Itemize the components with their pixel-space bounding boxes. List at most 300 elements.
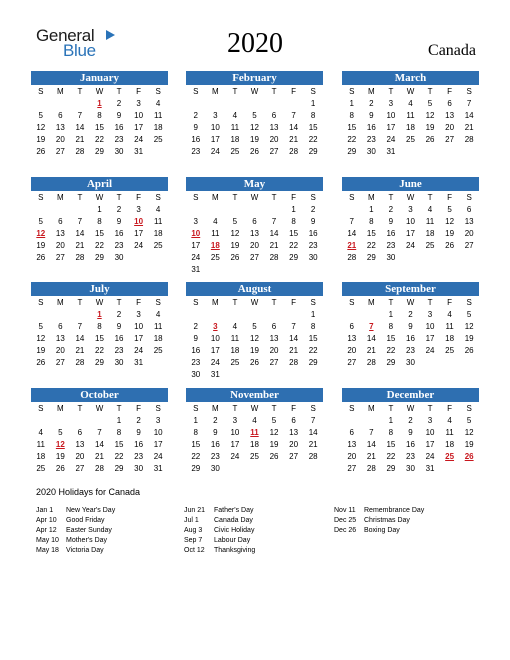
day-cell: 19 <box>250 346 259 355</box>
month-days-grid <box>31 86 168 158</box>
day-cell: 21 <box>308 440 318 449</box>
day-cell: 2 <box>408 416 413 425</box>
day-cell: 8 <box>349 111 354 120</box>
day-cell: 1 <box>369 205 374 214</box>
day-cell: 31 <box>191 265 201 274</box>
day-cell: 24 <box>210 358 220 367</box>
day-cell: 25 <box>445 346 455 355</box>
day-cell: 6 <box>466 205 472 214</box>
day-cell: 27 <box>269 147 279 156</box>
weekday-header: S <box>349 404 355 413</box>
day-cell: 22 <box>308 346 318 355</box>
day-cell: 16 <box>114 334 124 343</box>
day-cell: 2 <box>116 205 122 214</box>
weekday-header: T <box>116 298 122 307</box>
weekday-header: F <box>447 193 453 202</box>
weekday-header: M <box>368 404 375 413</box>
day-cell: 20 <box>269 135 279 144</box>
day-cell: 11 <box>230 334 240 343</box>
weekday-header: S <box>349 87 355 96</box>
day-cell: 27 <box>347 464 357 473</box>
day-cell: 6 <box>291 416 296 425</box>
month-header: February <box>186 71 323 85</box>
weekday-header: T <box>427 298 433 307</box>
day-cell: 24 <box>425 452 435 461</box>
day-cell: 14 <box>75 123 85 132</box>
holiday-date: Sep 7 <box>184 537 203 544</box>
weekday-header: S <box>38 298 44 307</box>
day-cell: 6 <box>58 322 63 331</box>
day-cell: 14 <box>347 229 357 238</box>
day-cell: 15 <box>386 334 396 343</box>
month-october <box>31 388 168 475</box>
day-cell: 13 <box>55 334 65 343</box>
day-cell: 4 <box>232 322 238 331</box>
empty-day-cell <box>206 204 226 216</box>
day-cell: 1 <box>193 416 198 425</box>
day-cell: 17 <box>425 334 435 343</box>
weekday-header: F <box>291 404 297 413</box>
weekday-header: M <box>368 193 375 202</box>
day-cell: 27 <box>75 464 85 473</box>
day-cell: 2 <box>310 205 316 214</box>
day-cell: 24 <box>406 241 415 250</box>
holiday-day-cell: 25 <box>445 452 455 461</box>
day-cell: 16 <box>366 123 376 132</box>
day-cell: 1 <box>310 310 316 319</box>
day-cell: 4 <box>447 416 452 425</box>
empty-day-cell <box>245 98 265 110</box>
day-cell: 16 <box>406 440 415 449</box>
day-cell: 25 <box>230 358 240 367</box>
weekday-header: T <box>388 193 394 202</box>
weekday-header: S <box>349 298 355 307</box>
weekday-header: M <box>212 298 219 307</box>
day-cell: 28 <box>75 147 85 156</box>
day-cell: 24 <box>134 346 144 355</box>
empty-day-cell <box>245 309 265 321</box>
day-cell: 15 <box>308 334 318 343</box>
month-days-grid <box>186 297 323 381</box>
day-cell: 22 <box>386 452 396 461</box>
day-cell: 16 <box>210 440 220 449</box>
day-cell: 28 <box>75 253 85 262</box>
weekday-header: S <box>155 87 161 96</box>
empty-day-cell <box>31 204 51 216</box>
day-cell: 25 <box>406 135 415 144</box>
day-cell: 7 <box>466 99 472 108</box>
day-cell: 25 <box>230 147 240 156</box>
day-cell: 21 <box>269 241 279 250</box>
empty-day-cell <box>186 309 206 321</box>
empty-day-cell <box>342 415 362 427</box>
empty-day-cell <box>342 204 362 216</box>
day-cell: 12 <box>250 334 259 343</box>
weekday-header: T <box>77 193 83 202</box>
holiday-name: Father's Day <box>214 507 254 514</box>
weekday-header: T <box>427 404 433 413</box>
day-cell: 11 <box>211 229 220 238</box>
month-days-grid <box>342 403 479 475</box>
day-cell: 10 <box>210 123 220 132</box>
day-cell: 8 <box>97 111 102 120</box>
month-days-grid <box>186 192 323 276</box>
weekday-header: T <box>427 87 433 96</box>
empty-day-cell <box>51 98 71 110</box>
empty-day-cell <box>70 204 90 216</box>
day-cell: 12 <box>36 123 46 132</box>
day-cell: 23 <box>191 358 201 367</box>
holiday-date: Oct 12 <box>184 547 205 554</box>
month-days-grid <box>31 297 168 369</box>
holiday-day-cell: 1 <box>97 310 102 319</box>
day-cell: 18 <box>153 123 163 132</box>
weekday-header: W <box>95 193 104 202</box>
day-cell: 30 <box>114 253 124 262</box>
day-cell: 30 <box>386 253 396 262</box>
day-cell: 26 <box>55 464 65 473</box>
day-cell: 4 <box>155 205 161 214</box>
day-cell: 12 <box>464 428 474 437</box>
day-cell: 6 <box>349 428 354 437</box>
day-cell: 4 <box>232 111 238 120</box>
day-cell: 23 <box>308 241 318 250</box>
holiday-day-cell: 12 <box>55 440 65 449</box>
weekday-header: M <box>57 298 64 307</box>
empty-day-cell <box>51 204 71 216</box>
weekday-header: F <box>136 404 142 413</box>
day-cell: 4 <box>213 217 218 226</box>
day-cell: 20 <box>250 241 259 250</box>
weekday-header: F <box>291 193 297 202</box>
day-cell: 15 <box>95 334 104 343</box>
logo-text-blue: Blue <box>63 41 96 60</box>
day-cell: 22 <box>95 346 104 355</box>
day-cell: 4 <box>408 99 413 108</box>
day-cell: 1 <box>349 99 354 108</box>
day-cell: 7 <box>97 428 102 437</box>
day-cell: 4 <box>427 205 433 214</box>
weekday-header: T <box>116 404 122 413</box>
month-header: September <box>342 282 479 296</box>
month-header: July <box>31 282 168 296</box>
empty-day-cell <box>70 98 90 110</box>
day-cell: 22 <box>191 452 201 461</box>
day-cell: 13 <box>347 334 357 343</box>
day-cell: 20 <box>347 452 357 461</box>
holiday-row <box>36 506 115 516</box>
day-cell: 7 <box>271 217 277 226</box>
day-cell: 1 <box>388 310 394 319</box>
month-header: December <box>342 388 479 402</box>
empty-day-cell <box>51 309 71 321</box>
day-cell: 30 <box>308 253 318 262</box>
day-cell: 25 <box>153 241 163 250</box>
month-march <box>342 71 479 158</box>
weekday-header: S <box>193 404 199 413</box>
day-cell: 16 <box>386 229 396 238</box>
weekday-header: W <box>95 404 104 413</box>
day-cell: 7 <box>77 322 83 331</box>
empty-day-cell <box>31 309 51 321</box>
month-days-grid <box>342 192 479 264</box>
generalblue-logo <box>36 26 126 58</box>
day-cell: 6 <box>271 111 277 120</box>
day-cell: 24 <box>134 241 144 250</box>
day-cell: 3 <box>136 205 141 214</box>
empty-day-cell <box>31 415 51 427</box>
day-cell: 5 <box>427 99 433 108</box>
weekday-header: F <box>136 298 142 307</box>
weekday-header: T <box>232 404 238 413</box>
day-cell: 14 <box>289 334 299 343</box>
day-cell: 3 <box>136 310 141 319</box>
day-cell: 23 <box>134 452 144 461</box>
day-cell: 26 <box>36 253 46 262</box>
day-cell: 26 <box>36 147 46 156</box>
weekday-header: S <box>193 193 199 202</box>
day-cell: 21 <box>75 346 85 355</box>
holiday-name: Canada Day <box>214 517 253 524</box>
day-cell: 24 <box>191 253 201 262</box>
day-cell: 17 <box>210 346 220 355</box>
day-cell: 16 <box>191 135 201 144</box>
day-cell: 28 <box>366 464 376 473</box>
holiday-name: Victoria Day <box>66 547 104 554</box>
weekday-header: S <box>193 298 199 307</box>
empty-day-cell <box>362 415 382 427</box>
holiday-date: Dec 25 <box>334 517 357 524</box>
day-cell: 11 <box>230 123 240 132</box>
weekday-header: S <box>466 193 472 202</box>
month-days-grid <box>31 192 168 264</box>
day-cell: 15 <box>289 229 299 238</box>
day-cell: 15 <box>386 440 396 449</box>
day-cell: 19 <box>269 440 279 449</box>
day-cell: 24 <box>425 346 435 355</box>
day-cell: 10 <box>134 322 144 331</box>
day-cell: 9 <box>408 322 413 331</box>
month-august <box>186 282 323 381</box>
day-cell: 21 <box>75 135 85 144</box>
day-cell: 14 <box>366 440 376 449</box>
day-cell: 6 <box>447 99 452 108</box>
holiday-day-cell: 1 <box>97 99 102 108</box>
day-cell: 12 <box>36 334 46 343</box>
day-cell: 26 <box>36 358 46 367</box>
day-cell: 28 <box>347 253 357 262</box>
weekday-header: M <box>368 87 375 96</box>
day-cell: 13 <box>55 123 65 132</box>
day-cell: 23 <box>191 147 201 156</box>
day-cell: 18 <box>153 334 163 343</box>
day-cell: 14 <box>366 334 376 343</box>
day-cell: 18 <box>445 440 455 449</box>
holiday-name: Easter Sunday <box>66 527 112 534</box>
weekday-header: T <box>271 298 277 307</box>
day-cell: 12 <box>464 322 474 331</box>
logo-triangle-icon <box>106 30 115 40</box>
day-cell: 3 <box>427 310 433 319</box>
day-cell: 30 <box>366 147 376 156</box>
day-cell: 13 <box>464 217 474 226</box>
month-may <box>186 177 323 276</box>
day-cell: 13 <box>75 440 85 449</box>
day-cell: 1 <box>291 205 296 214</box>
day-cell: 23 <box>210 452 220 461</box>
holidays-title: 2020 Holidays for Canada <box>36 487 141 497</box>
day-cell: 9 <box>116 111 122 120</box>
day-cell: 22 <box>95 241 104 250</box>
day-cell: 27 <box>289 452 299 461</box>
holiday-date: Jun 21 <box>184 507 206 514</box>
day-cell: 28 <box>95 464 104 473</box>
day-cell: 31 <box>134 147 144 156</box>
day-cell: 12 <box>250 123 259 132</box>
day-cell: 2 <box>369 99 374 108</box>
day-cell: 20 <box>464 229 474 238</box>
day-cell: 19 <box>464 440 474 449</box>
logo-text-general: General <box>36 26 95 45</box>
day-cell: 13 <box>250 229 259 238</box>
holiday-name: Thanksgiving <box>214 547 256 554</box>
holiday-row <box>36 516 115 526</box>
day-cell: 27 <box>269 358 279 367</box>
day-cell: 5 <box>252 322 257 331</box>
day-cell: 19 <box>464 334 474 343</box>
day-cell: 9 <box>193 334 198 343</box>
weekday-header: M <box>368 298 375 307</box>
holiday-day-cell: 3 <box>213 322 218 331</box>
day-cell: 1 <box>388 416 394 425</box>
day-cell: 24 <box>134 135 144 144</box>
weekday-header: T <box>77 298 83 307</box>
day-cell: 9 <box>136 428 141 437</box>
day-cell: 19 <box>36 346 46 355</box>
day-cell: 29 <box>386 464 396 473</box>
holiday-name: Mother's Day <box>66 537 108 544</box>
day-cell: 29 <box>308 147 318 156</box>
holiday-row <box>184 526 255 536</box>
day-cell: 21 <box>464 123 474 132</box>
empty-day-cell <box>206 98 226 110</box>
day-cell: 6 <box>58 217 63 226</box>
day-cell: 2 <box>408 310 413 319</box>
day-cell: 11 <box>154 111 163 120</box>
day-cell: 10 <box>230 428 240 437</box>
weekday-header: W <box>406 87 415 96</box>
day-cell: 23 <box>114 241 124 250</box>
holiday-day-cell: 21 <box>347 241 357 250</box>
empty-day-cell <box>186 204 206 216</box>
day-cell: 30 <box>210 464 220 473</box>
day-cell: 14 <box>95 440 104 449</box>
day-cell: 31 <box>425 464 435 473</box>
day-cell: 27 <box>464 241 474 250</box>
holiday-day-cell: 11 <box>250 428 259 437</box>
holiday-date: Apr 10 <box>36 517 57 524</box>
weekday-header: S <box>155 404 161 413</box>
day-cell: 16 <box>114 123 124 132</box>
holiday-name: Good Friday <box>66 517 105 524</box>
day-cell: 21 <box>75 241 85 250</box>
day-cell: 3 <box>232 416 238 425</box>
day-cell: 7 <box>77 111 83 120</box>
day-cell: 5 <box>232 217 238 226</box>
day-cell: 3 <box>427 416 433 425</box>
day-cell: 25 <box>36 464 46 473</box>
month-september <box>342 282 479 369</box>
day-cell: 15 <box>114 440 124 449</box>
day-cell: 17 <box>191 241 201 250</box>
day-cell: 19 <box>55 452 65 461</box>
day-cell: 12 <box>269 428 279 437</box>
weekday-header: M <box>57 404 64 413</box>
day-cell: 22 <box>114 452 124 461</box>
day-cell: 8 <box>291 217 296 226</box>
day-cell: 6 <box>58 111 63 120</box>
month-days-grid <box>186 403 323 475</box>
day-cell: 14 <box>464 111 474 120</box>
holiday-row <box>184 546 255 556</box>
weekday-header: T <box>388 87 394 96</box>
weekday-header: W <box>250 298 259 307</box>
day-cell: 8 <box>310 322 316 331</box>
empty-day-cell <box>342 309 362 321</box>
day-cell: 7 <box>310 416 316 425</box>
weekday-header: S <box>155 193 161 202</box>
empty-day-cell <box>264 98 284 110</box>
holiday-date: Dec 26 <box>334 527 357 534</box>
day-cell: 11 <box>154 217 163 226</box>
day-cell: 20 <box>269 346 279 355</box>
day-cell: 25 <box>153 346 163 355</box>
day-cell: 27 <box>55 253 65 262</box>
day-cell: 31 <box>210 370 220 379</box>
holiday-day-cell: 18 <box>210 241 220 250</box>
day-cell: 2 <box>388 205 394 214</box>
day-cell: 1 <box>310 99 316 108</box>
day-cell: 7 <box>291 111 296 120</box>
day-cell: 5 <box>447 205 452 214</box>
holiday-row <box>184 536 255 546</box>
day-cell: 19 <box>36 135 46 144</box>
day-cell: 9 <box>388 217 394 226</box>
day-cell: 10 <box>386 111 396 120</box>
month-days-grid <box>31 403 168 475</box>
day-cell: 23 <box>406 452 415 461</box>
day-cell: 21 <box>95 452 104 461</box>
day-cell: 20 <box>55 346 65 355</box>
day-cell: 10 <box>134 111 144 120</box>
day-cell: 17 <box>153 440 163 449</box>
day-cell: 3 <box>193 217 198 226</box>
holiday-column <box>334 506 424 536</box>
day-cell: 4 <box>38 428 43 437</box>
day-cell: 2 <box>213 416 218 425</box>
day-cell: 18 <box>230 346 240 355</box>
day-cell: 29 <box>191 464 201 473</box>
day-cell: 10 <box>153 428 163 437</box>
day-cell: 8 <box>369 217 374 226</box>
day-cell: 15 <box>366 229 376 238</box>
day-cell: 10 <box>406 217 415 226</box>
empty-day-cell <box>186 98 206 110</box>
weekday-header: W <box>406 404 415 413</box>
weekday-header: F <box>136 193 142 202</box>
holiday-date: May 18 <box>36 547 59 554</box>
day-cell: 20 <box>55 135 65 144</box>
